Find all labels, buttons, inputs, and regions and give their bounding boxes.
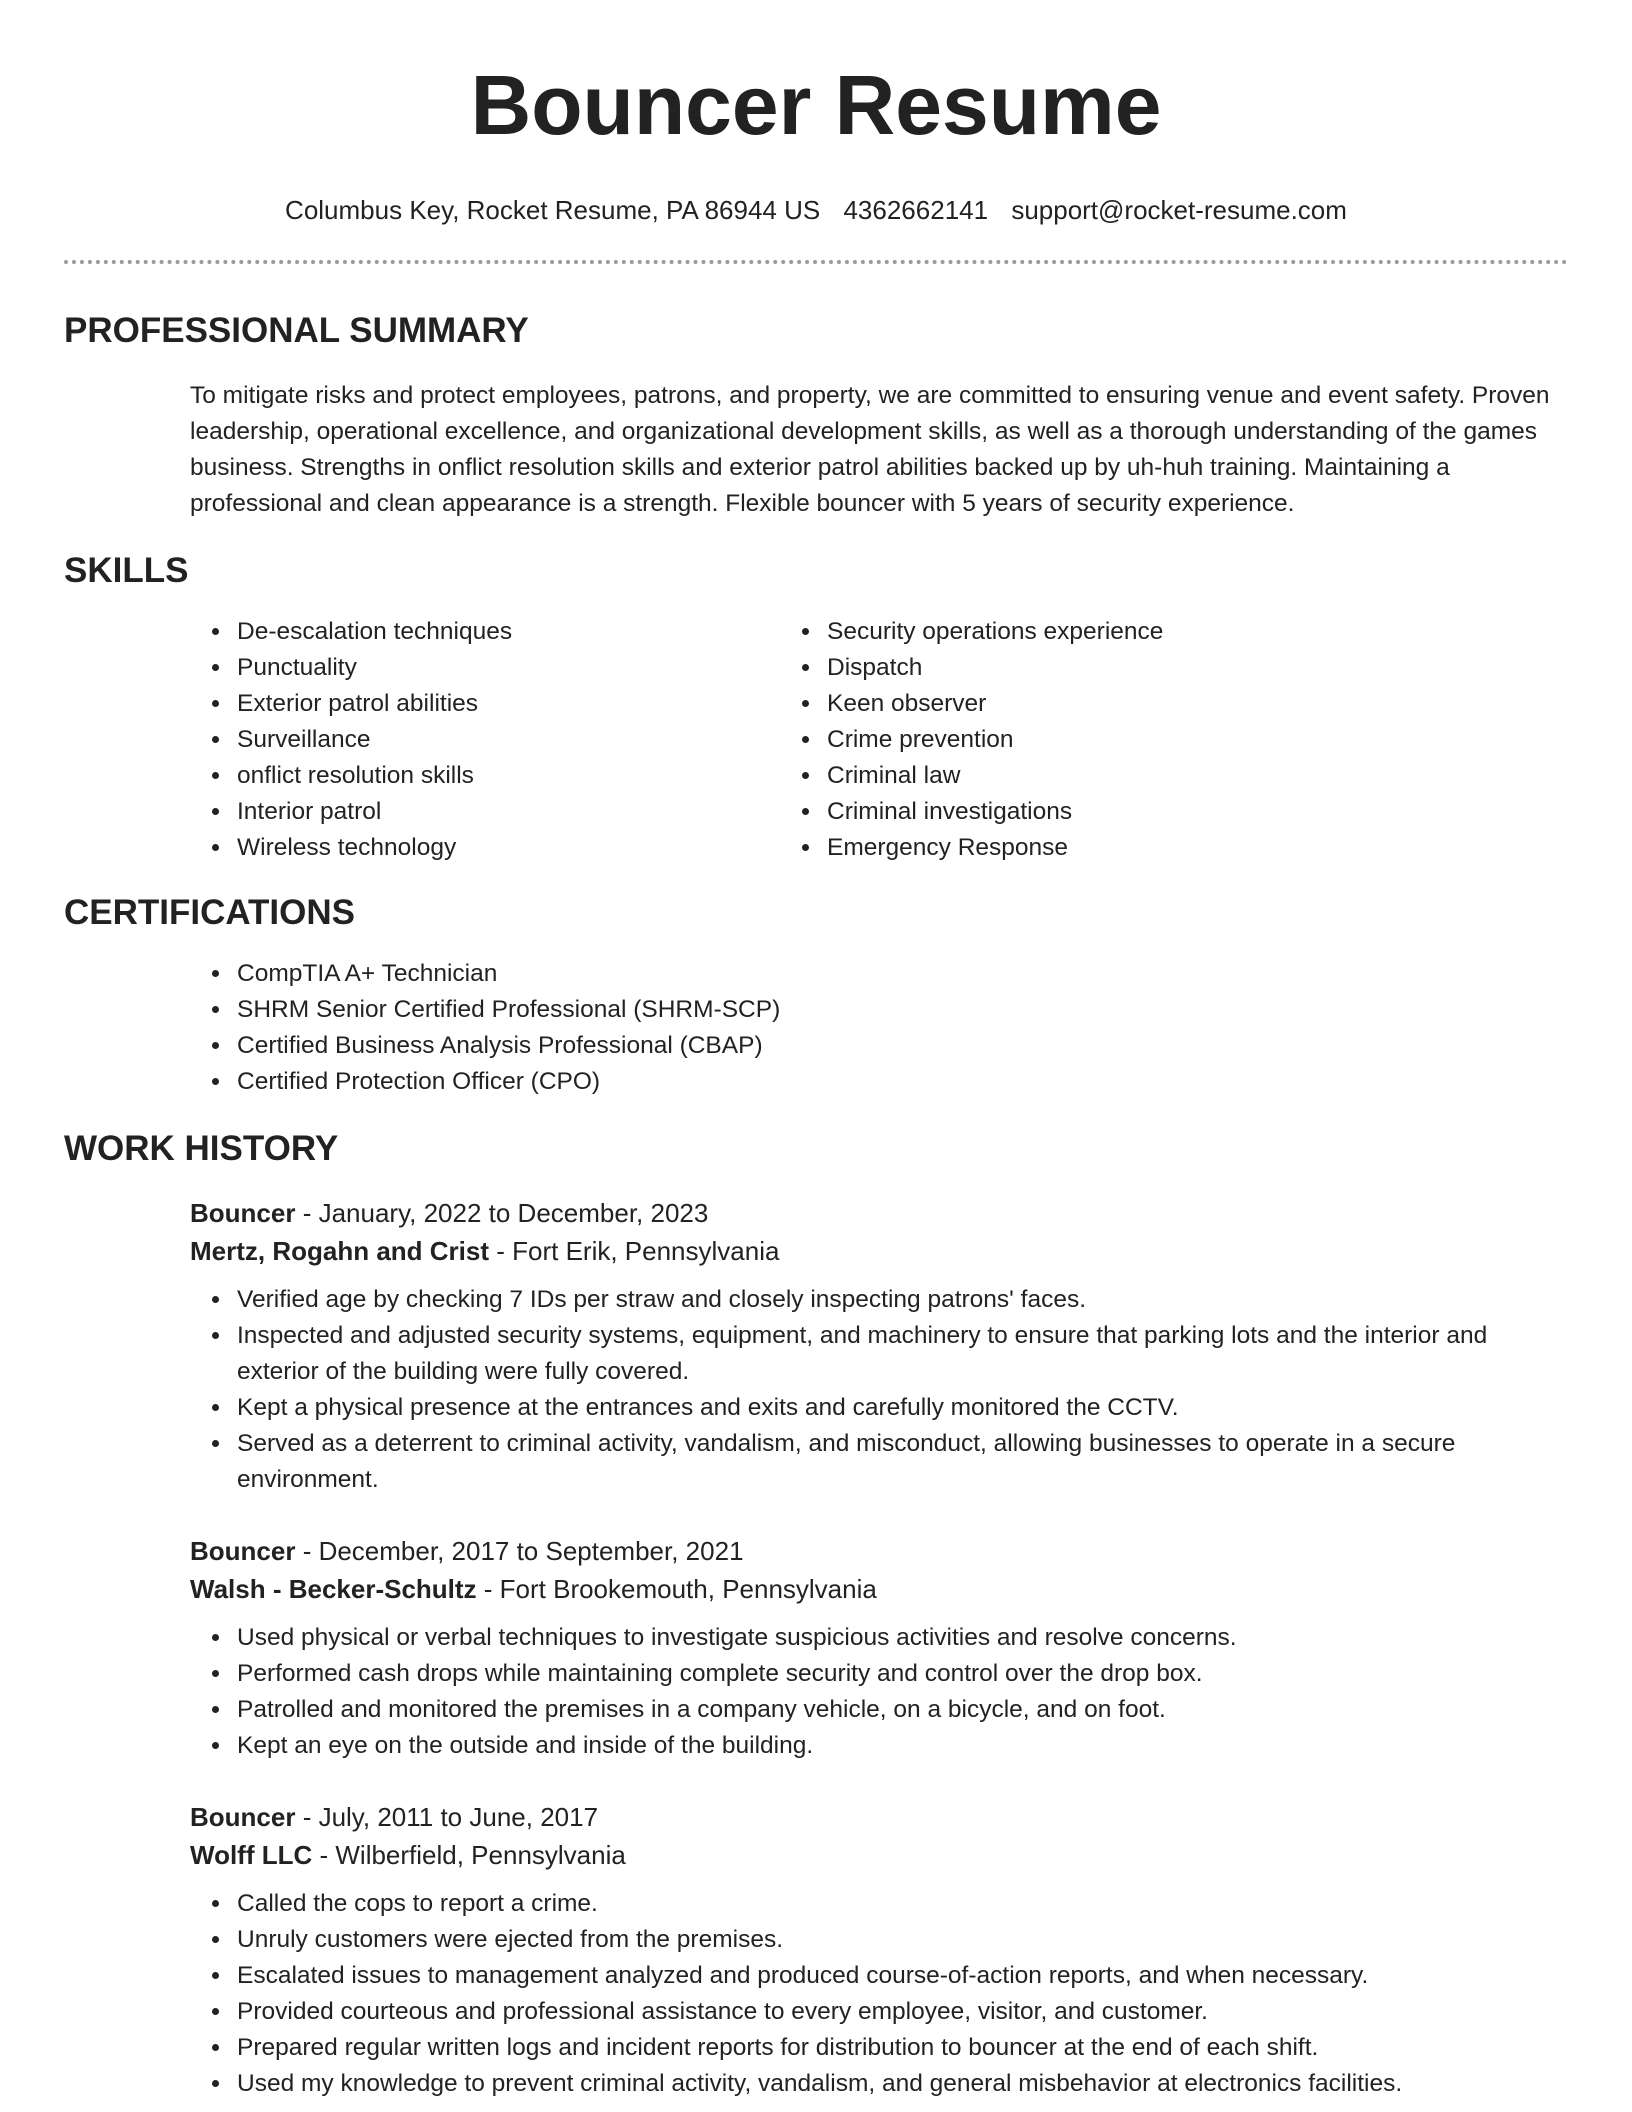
skill-item: • Exterior patrol abilities <box>233 686 743 722</box>
skill-item: • onflict resolution skills <box>233 758 743 794</box>
section-title-certifications: CERTIFICATIONS <box>64 893 356 932</box>
job-dates: - July, 2011 to June, 2017 <box>295 1802 599 1832</box>
job-duties-list <box>64 1282 1568 1498</box>
job-location: - Fort Brookemouth, Pennsylvania <box>476 1574 877 1604</box>
job-entry-3 <box>64 1798 1568 2102</box>
skill-item: • Punctuality <box>233 650 743 686</box>
job-role: Bouncer <box>190 1802 296 1832</box>
section-title-skills: SKILLS <box>64 551 189 590</box>
skill-item: • Keen observer <box>823 686 1333 722</box>
certification-item: • CompTIA A+ Technician <box>233 956 1568 992</box>
job-duty: • Inspected and adjusted security systems, equipment, and machinery to ensure that parking lots and the interior and exterior of the building were fully covered. <box>233 1318 1568 1390</box>
job-duty: • Provided courteous and professional assistance to every employee, visitor, and customer. <box>233 1994 1568 2030</box>
skill-item: • Wireless technology <box>233 830 743 866</box>
job-dates: - December, 2017 to September, 2021 <box>295 1536 744 1566</box>
job-company-line <box>190 1570 1568 1608</box>
job-role-line <box>190 1532 1568 1570</box>
job-duty: • Prepared regular written logs and incident reports for distribution to bouncer at the end of each shift. <box>233 2030 1568 2066</box>
contact-email[interactable]: support@rocket-resume.com <box>1011 195 1347 225</box>
job-role: Bouncer <box>190 1536 296 1566</box>
job-company-line <box>190 1836 1568 1874</box>
job-duty: • Performed cash drops while maintaining complete security and control over the drop box. <box>233 1656 1568 1692</box>
skill-item: • De-escalation techniques <box>233 614 743 650</box>
skill-item: • Interior patrol <box>233 794 743 830</box>
job-entry-1 <box>64 1194 1568 1498</box>
job-duties-list <box>64 1886 1568 2102</box>
job-duty: • Kept an eye on the outside and inside of the building. <box>233 1728 1568 1764</box>
skills-list-left <box>64 614 743 866</box>
resume-title: Bouncer Resume <box>470 58 1162 152</box>
job-dates: - January, 2022 to December, 2023 <box>295 1198 709 1228</box>
summary-text: To mitigate risks and protect employees, patrons, and property, we are committed to ensuring venue and event safety. Proven leadership, operational excellence, and organizational development skills, as well as a thorough understanding of the games business. Strengths in onflict resolution skills and exterior patrol abilities backed up by uh-huh training. Maintaining a professional and clean appearance is a strength. Flexible bouncer with 5 years of security experience. <box>190 382 1550 517</box>
job-company: Mertz, Rogahn and Crist <box>190 1236 490 1266</box>
header-divider <box>64 260 1568 264</box>
skill-item: • Dispatch <box>823 650 1333 686</box>
job-role-line <box>190 1798 1568 1836</box>
job-location: - Wilberfield, Pennsylvania <box>312 1840 626 1870</box>
job-company: Wolff LLC <box>190 1840 313 1870</box>
job-role-line <box>190 1194 1568 1232</box>
skill-item: • Security operations experience <box>823 614 1333 650</box>
job-location: - Fort Erik, Pennsylvania <box>489 1236 780 1266</box>
certification-item: • Certified Business Analysis Professional (CBAP) <box>233 1028 1568 1064</box>
job-duty: • Served as a deterrent to criminal activity, vandalism, and misconduct, allowing businesses to operate in a secure environment. <box>233 1426 1568 1498</box>
job-duty: • Escalated issues to management analyzed and produced course-of-action reports, and when necessary. <box>233 1958 1568 1994</box>
job-company: Walsh - Becker-Schultz <box>190 1574 477 1604</box>
job-role: Bouncer <box>190 1198 296 1228</box>
contact-line <box>64 194 1568 226</box>
job-duty: • Kept a physical presence at the entrances and exits and carefully monitored the CCTV. <box>233 1390 1568 1426</box>
skill-item: • Criminal investigations <box>823 794 1333 830</box>
skill-item: • Crime prevention <box>823 722 1333 758</box>
job-duty: • Unruly customers were ejected from the premises. <box>233 1922 1568 1958</box>
skills-columns <box>64 614 1568 866</box>
skill-item: • Surveillance <box>233 722 743 758</box>
job-duties-list <box>64 1620 1568 1764</box>
certification-item: • Certified Protection Officer (CPO) <box>233 1064 1568 1100</box>
section-title-work-history: WORK HISTORY <box>64 1129 339 1168</box>
section-title-summary: PROFESSIONAL SUMMARY <box>64 311 529 350</box>
job-entry-2 <box>64 1532 1568 1764</box>
certification-item: • SHRM Senior Certified Professional (SHRM-SCP) <box>233 992 1568 1028</box>
job-duty: • Patrolled and monitored the premises in a company vehicle, on a bicycle, and on foot. <box>233 1692 1568 1728</box>
job-company-line <box>190 1232 1568 1270</box>
skill-item: • Emergency Response <box>823 830 1333 866</box>
skills-list-right <box>743 614 1333 866</box>
contact-address: Columbus Key, Rocket Resume, PA 86944 US <box>285 195 821 225</box>
certifications-list <box>64 956 1568 1100</box>
job-duty: • Verified age by checking 7 IDs per straw and closely inspecting patrons' faces. <box>233 1282 1568 1318</box>
contact-phone[interactable]: 4362662141 <box>843 195 989 225</box>
job-duty: • Used physical or verbal techniques to investigate suspicious activities and resolve concerns. <box>233 1620 1568 1656</box>
job-duty: • Used my knowledge to prevent criminal activity, vandalism, and general misbehavior at electronics facilities. <box>233 2066 1568 2102</box>
job-duty: • Called the cops to report a crime. <box>233 1886 1568 1922</box>
skill-item: • Criminal law <box>823 758 1333 794</box>
